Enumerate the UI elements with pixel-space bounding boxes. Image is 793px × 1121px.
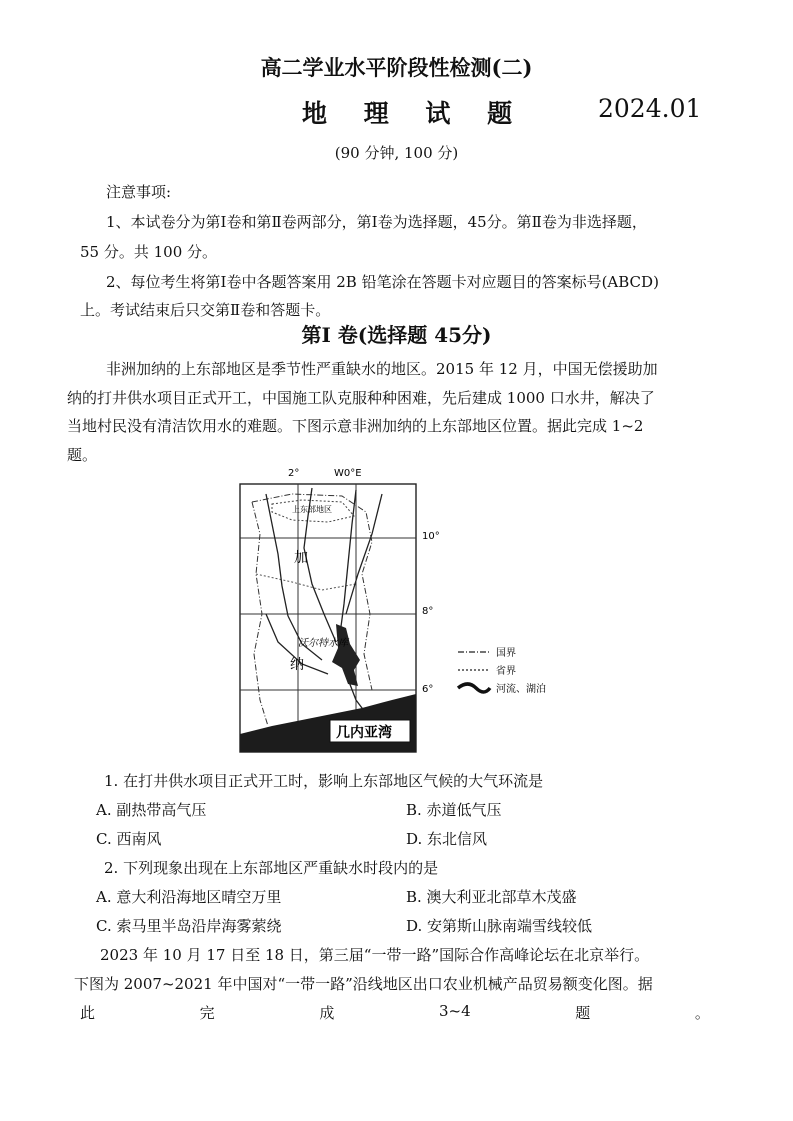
- legend-province-border: 省界: [496, 666, 516, 677]
- notes-heading: 注意事项:: [106, 183, 172, 201]
- q2-stem: 2. 下列现象出现在上东部地区严重缺水时段内的是: [104, 859, 439, 877]
- passage-1-line-4: 题。: [67, 446, 98, 464]
- exam-date: 2024.01: [598, 94, 702, 123]
- region-label: 上东部地区: [292, 505, 332, 514]
- legend-river-lake-line: [458, 684, 490, 692]
- q1-option-d: D. 东北信风: [406, 830, 488, 848]
- passage-2-word: 此: [80, 1004, 96, 1022]
- passage-2-word: 完: [199, 1004, 215, 1022]
- section-1-title: 第Ⅰ 卷(选择题 45分): [301, 323, 492, 347]
- passage-1-line-2: 纳的打井供水项目正式开工，中国施工队克服种种困难，先后建成 1000 口水井，解决了: [67, 389, 655, 407]
- note-item-1-line-1: 1、本试卷分为第Ⅰ卷和第Ⅱ卷两部分，第Ⅰ卷为选择题，45分。第Ⅱ卷为非选择题，: [106, 213, 647, 231]
- passage-1-line-1: 非洲加纳的上东部地区是季节性严重缺水的地区。2015 年 12 月，中国无偿援助加: [106, 360, 658, 378]
- q2-option-d: D. 安第斯山脉南端雪线较低: [406, 917, 593, 935]
- passage-2-line-2: 下图为 2007~2021 年中国对“一带一路”沿线地区出口农业机械产品贸易额变化图。据: [74, 975, 653, 993]
- legend-national-border: 国界: [496, 648, 516, 659]
- q1-stem: 1. 在打井供水项目正式开工时，影响上东部地区气候的大气环流是: [104, 772, 544, 790]
- passage-2-word: 成: [319, 1004, 335, 1022]
- exam-duration: (90 分钟, 100 分): [334, 144, 459, 162]
- subject-title: 地 理 试 题: [302, 99, 527, 128]
- lake-label: 沃尔特水库: [298, 638, 348, 649]
- note-item-2-line-2: 上。考试结束后只交第Ⅱ卷和答题卡。: [80, 301, 331, 319]
- gulf-label: 几内亚湾: [336, 725, 392, 741]
- q2-option-b: B. 澳大利亚北部草木茂盛: [406, 888, 577, 906]
- country-char-1: 加: [294, 550, 308, 566]
- passage-2-line-1: 2023 年 10 月 17 日至 18 日，第三届“一带一路”国际合作高峰论坛在北京举行。: [100, 946, 650, 964]
- note-item-2-line-1: 2、每位考生将第Ⅰ卷中各题答案用 2B 铅笔涂在答题卡对应题目的答案标号(ABCD): [106, 273, 659, 291]
- lat-label-10: 10°: [422, 531, 440, 542]
- q1-option-b: B. 赤道低气压: [406, 801, 502, 819]
- q1-option-a: A. 副热带高气压: [96, 801, 207, 819]
- lat-label-6: 6°: [422, 684, 434, 695]
- lat-label-8: 8°: [422, 606, 434, 617]
- passage-2-line-3: [80, 1002, 710, 1023]
- passage-2-word: 3~4: [438, 1002, 471, 1020]
- q1-option-c: C. 西南风: [96, 830, 162, 848]
- q2-option-a: A. 意大利沿海地区晴空万里: [96, 888, 282, 906]
- q2-option-c: C. 索马里半岛沿岸海雾萦绕: [96, 917, 282, 935]
- country-char-2: 纳: [290, 657, 304, 673]
- note-item-1-line-2: 55 分。共 100 分。: [80, 243, 218, 261]
- passage-2-word: 题: [575, 1004, 591, 1022]
- passage-1-line-3: 当地村民没有清洁饮用水的难题。下图示意非洲加纳的上东部地区位置。据此完成 1~2: [67, 417, 644, 435]
- ghana-map-figure: [232, 464, 577, 759]
- legend-river-lake: 河流、湖泊: [496, 684, 546, 695]
- passage-2-word: 。: [694, 1004, 710, 1022]
- ghana-map: [232, 464, 577, 759]
- lon-label-0: W0°E: [334, 468, 362, 479]
- exam-name: 高二学业水平阶段性检测(二): [260, 55, 533, 80]
- lon-label-2: 2°: [288, 468, 300, 479]
